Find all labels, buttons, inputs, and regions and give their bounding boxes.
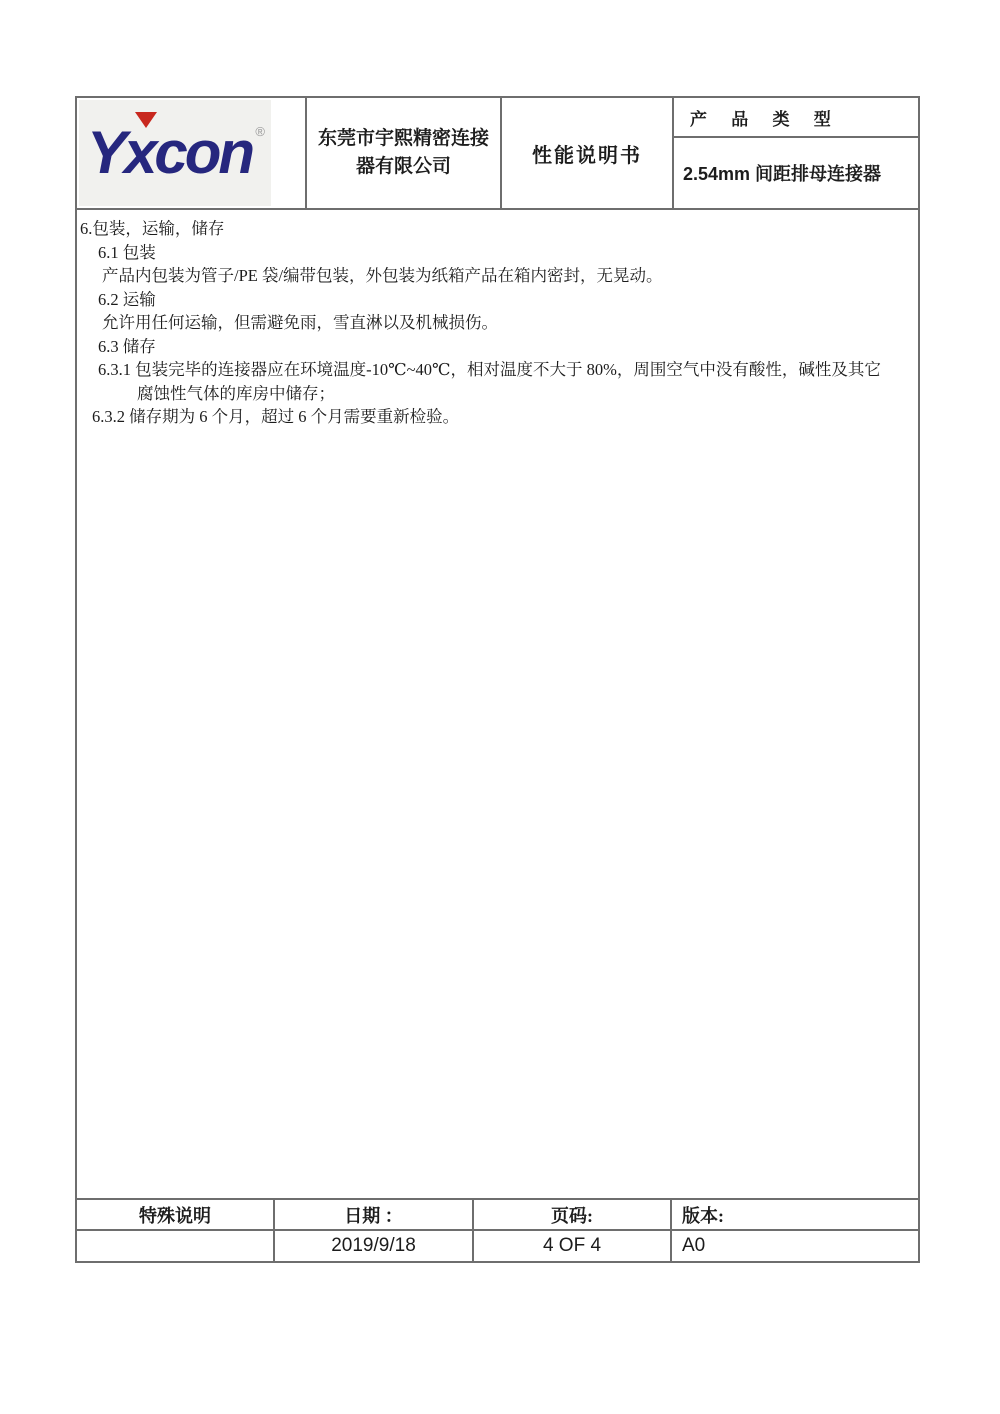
section-6-3-heading: 6.3 储存 (98, 336, 156, 356)
company-name-cell (307, 98, 502, 208)
registered-trademark-icon: ® (255, 124, 265, 139)
section-6-2-heading: 6.2 运输 (98, 289, 156, 309)
doc-title: 性能说明书 (532, 144, 642, 167)
logo-wordmark: Yxcon (87, 119, 253, 186)
section-6-heading: 6.包装，运输，储存 (80, 219, 225, 238)
company-name-line1: 东莞市宇熙精密连接 (317, 128, 489, 149)
product-type-value: 2.54mm 间距排母连接器 (683, 164, 882, 184)
special-note-label: 特殊说明 (77, 1200, 275, 1231)
special-note-value (77, 1231, 275, 1261)
section-6-1-heading: 6.1 包装 (98, 242, 156, 262)
company-name-line2: 器有限公司 (355, 156, 451, 177)
section-6-2-text: 允许用任何运输，但需避免雨，雪直淋以及机械损伤。 (102, 313, 498, 332)
product-type-label: 产 品 类 型 (674, 98, 918, 138)
section-6-3-1-text-line2: 腐蚀性气体的库房中储存； (137, 383, 335, 403)
date-label: 日期 ： (275, 1200, 474, 1231)
body-content (77, 210, 918, 1198)
logo-triangle-icon (135, 112, 157, 128)
section-6-1-text: 产品内包装为管子/PE 袋/编带包装，外包装为纸箱产品在箱内密封，无晃动。 (102, 266, 663, 285)
date-value: 2019/9/18 (275, 1231, 474, 1261)
version-label: 版本: (672, 1200, 918, 1231)
page-number-label: 页码: (474, 1200, 672, 1231)
product-type-cell (674, 98, 918, 208)
footer-table (77, 1198, 918, 1261)
section-6-3-2-text: 6.3.2 储存期为 6 个月，超过 6 个月需要重新检验。 (92, 407, 460, 426)
version-value: A0 (682, 1235, 706, 1256)
document-frame (75, 96, 920, 1263)
doc-title-cell (502, 98, 674, 208)
section-6-3-1-text-line1: 6.3.1 包装完毕的连接器应在环境温度-10℃~40℃，相对温度不大于 80%，周围空气中没有酸性，碱性及其它 (98, 360, 881, 379)
logo-cell (77, 98, 307, 208)
header-table (77, 98, 918, 210)
page-number-value: 4 OF 4 (474, 1231, 672, 1261)
company-logo (79, 100, 271, 206)
